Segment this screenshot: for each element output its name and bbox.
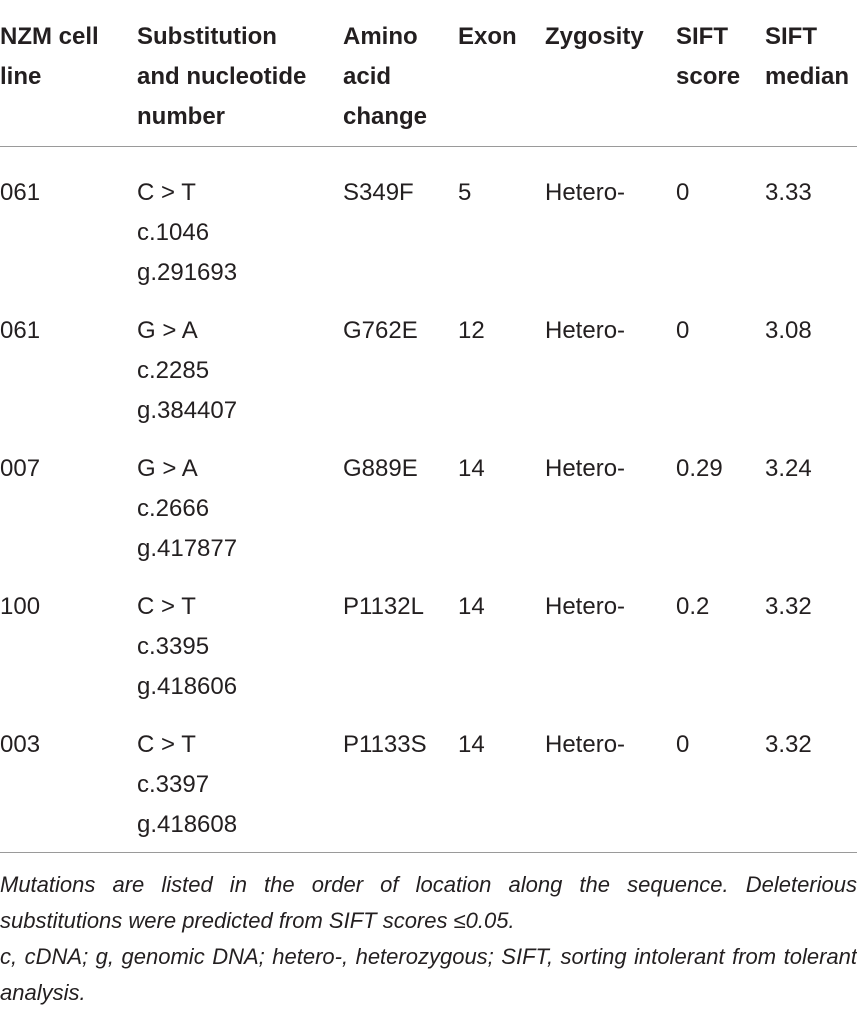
cell-substitution: C > T c.3397 g.418608 [137, 731, 238, 838]
table-row [0, 561, 857, 699]
cell-sift-score: 0.2 [676, 593, 710, 620]
table-row [0, 147, 857, 285]
table-bottom-divider [0, 852, 857, 853]
cell-amino-acid-change: G889E [343, 455, 418, 482]
cell-sift-median: 3.32 [765, 731, 812, 758]
cell-substitution: G > A c.2666 g.417877 [137, 455, 238, 562]
cell-cell-line: 100 [0, 593, 41, 620]
cell-cell-line: 061 [0, 179, 41, 206]
cell-zygosity: Hetero- [545, 731, 626, 758]
header-zygosity: Zygosity [545, 23, 644, 50]
header-amino-acid-change: Amino acid change [343, 23, 428, 130]
cell-zygosity: Hetero- [545, 593, 626, 620]
cell-zygosity: Hetero- [545, 455, 626, 482]
cell-cell-line: 061 [0, 317, 41, 344]
cell-exon: 5 [458, 179, 472, 206]
cell-exon: 12 [458, 317, 485, 344]
cell-sift-score: 0 [676, 179, 690, 206]
cell-amino-acid-change: P1132L [343, 593, 424, 620]
table-row [0, 423, 857, 561]
header-sift-score: SIFT score [676, 23, 741, 90]
cell-zygosity: Hetero- [545, 179, 626, 206]
cell-sift-median: 3.33 [765, 179, 812, 206]
header-exon: Exon [458, 23, 517, 50]
cell-substitution: C > T c.1046 g.291693 [137, 179, 238, 286]
cell-amino-acid-change: P1133S [343, 731, 427, 758]
footnote-abbreviations: c, cDNA; g, genomic DNA; hetero-, heterozygous; SIFT, sorting intolerant from tolerant analysis. [0, 944, 857, 1005]
cell-sift-median: 3.32 [765, 593, 812, 620]
cell-substitution: C > T c.3395 g.418606 [137, 593, 238, 700]
header-substitution: Substitution and nucleotide number [137, 23, 307, 130]
cell-sift-score: 0.29 [676, 455, 723, 482]
cell-zygosity: Hetero- [545, 317, 626, 344]
cell-exon: 14 [458, 593, 485, 620]
cell-substitution: G > A c.2285 g.384407 [137, 317, 238, 424]
table-header-row [0, 0, 857, 147]
cell-exon: 14 [458, 455, 485, 482]
cell-cell-line: 003 [0, 731, 41, 758]
header-sift-median: SIFT median [765, 23, 850, 90]
table-footnotes [0, 867, 857, 1011]
cell-amino-acid-change: S349F [343, 179, 414, 206]
cell-sift-median: 3.08 [765, 317, 812, 344]
cell-sift-score: 0 [676, 317, 690, 344]
cell-exon: 14 [458, 731, 485, 758]
cell-cell-line: 007 [0, 455, 41, 482]
header-nzm-cell-line: NZM cell line [0, 23, 99, 90]
cell-sift-score: 0 [676, 731, 690, 758]
table-row [0, 285, 857, 423]
footnote-order: Mutations are listed in the order of location along the sequence. Deleterious substitutions were predicted from SIFT scores ≤0.05. [0, 872, 857, 933]
cell-amino-acid-change: G762E [343, 317, 418, 344]
cell-sift-median: 3.24 [765, 455, 812, 482]
table-row [0, 699, 857, 837]
